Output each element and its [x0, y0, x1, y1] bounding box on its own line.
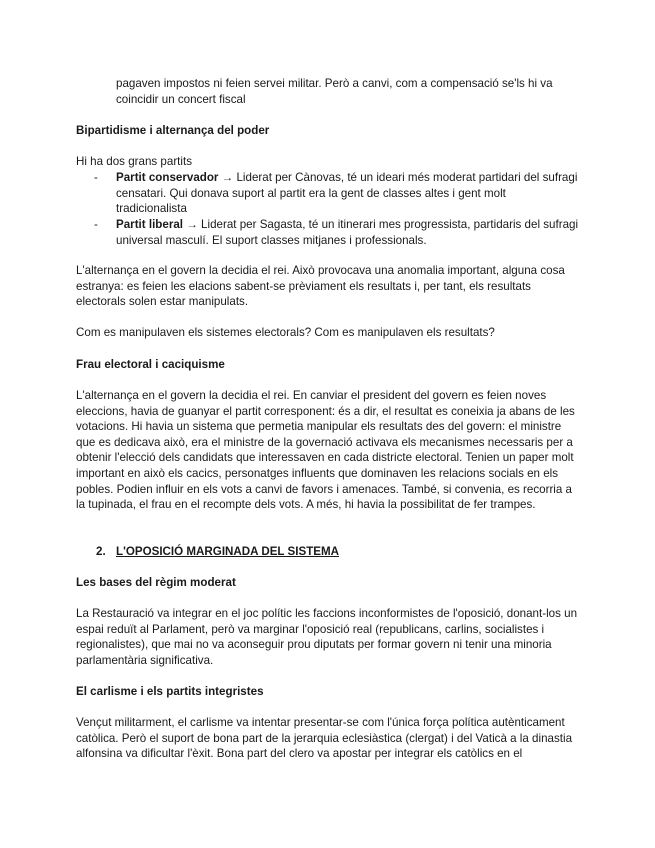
bullet-text [116, 170, 579, 217]
section-title [96, 544, 339, 560]
heading-bases: Les bases del règim moderat [76, 576, 236, 589]
bullet-text [116, 217, 579, 248]
party-name: Partit conservador [116, 171, 219, 184]
paragraph-question: Com es manipulaven els sistemes electorals? Com es manipulaven els resultats? [76, 326, 495, 339]
bullet-dash: - [94, 171, 98, 184]
section-label: L'OPOSICIÓ MARGINADA DEL SISTEMA [116, 545, 340, 558]
bipartidisme-lead: Hi ha dos grans partits [76, 155, 192, 168]
paragraph-bases: La Restauració va integrar en el joc polític les faccions inconformistes de l'oposició, donant-los un espai reduït al Parlament, però va marginar l'oposició real (republicans, carlins, socialistes i regionalistes), que mai no va aconseguir prou diputats per formar govern ni tenir una minoria parlamentària significativa. [76, 607, 578, 667]
party-name: Partit liberal [116, 218, 184, 231]
section-number: 2. [96, 545, 106, 558]
intro-line-2: coincidir un concert fiscal [116, 93, 246, 106]
party-description: → Liderat per Cànovas, té un ideari més moderat partidari del sufragi censatari. Qui donava suport al partit era la gent de classes altes i gent molt tradicionalista [116, 171, 578, 216]
paragraph-carlisme: Vençut militarment, el carlisme va intentar presentar-se com l'única força política autènticament catòlica. Però el suport de bona part de la jerarquia eclesiàstica (clergat) i del Vaticà a la dinastia alfonsina va dificultar l'èxit. Bona part del clero va apostar per integrar els catòlics en el [76, 716, 573, 761]
heading-bipartidisme: Bipartidisme i alternança del poder [76, 124, 270, 137]
party-description: → Liderat per Sagasta, té un itinerari mes progressista, partidaris del sufragi universal masculí. El suport classes mitjanes i professionals. [116, 218, 579, 247]
bullet-dash: - [94, 218, 98, 231]
heading-frau: Frau electoral i caciquisme [76, 358, 225, 371]
heading-carlisme: El carlisme i els partits integristes [76, 685, 264, 698]
paragraph-alternanca: L'alternança en el govern la decidia el rei. Això provocava una anomalia important, alguna cosa estranya: es feien les elacions sabent-se prèviament els resultats i, per tant, els resultats electorals solen estar manipulats. [76, 264, 565, 309]
intro-line-1: pagaven impostos ni feien servei militar. Però a canvi, com a compensació se'ls hi va [116, 77, 553, 90]
paragraph-frau: L'alternança en el govern la decidia el rei. En canviar el president del govern es feien noves eleccions, havia de guanyar el partit corresponent: és a dir, el resultat es coneixia ja abans de les votacions. Hi havia un sistema que permetia manipular els resultats des del govern: el ministre que es dedicava això, era el ministre de la governació activava els mecanismes necessaris per a obtenir l'elecció dels candidats que interessaven en cada districte electoral. Tenien un paper molt important en això els cacics, personatges influents que dominaven les relacions socials en els pobles. Podien influir en els vots a canvi de favors i amenaces. També, si convenia, es recorria a la tupinada, el frau en el recompte dels vots. A més, hi havia la possibilitat de fer trampes. [76, 389, 575, 512]
